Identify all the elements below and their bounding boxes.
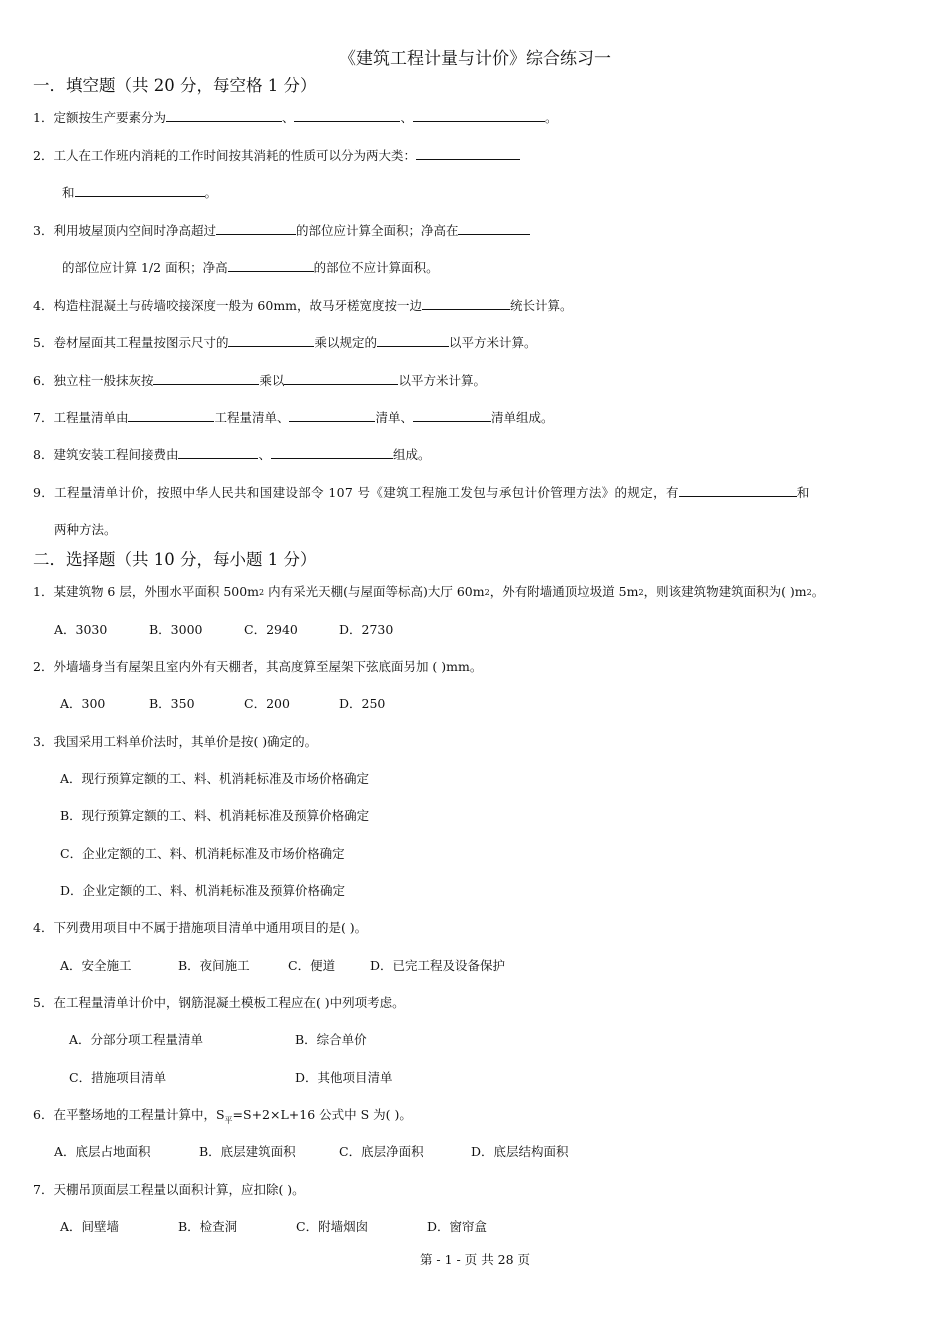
option[interactable]: D．250: [339, 696, 386, 711]
option[interactable]: D．其他项目清单: [295, 1070, 393, 1085]
blank[interactable]: [166, 109, 282, 122]
section-1-heading: 一．填空题（共 20 分，每空格 1 分）: [33, 76, 317, 95]
fill-q1: 1．定额按生产要素分为 、 、 。: [33, 110, 558, 125]
fill-q3: 3．利用坡屋顶内空间时净高超过 的部位应计算全面积；净高在: [33, 221, 530, 239]
choice-q5-stem: 5．在工程量清单计价中，钢筋混凝土模板工程应在( )中列项考虑。: [33, 995, 405, 1010]
blank[interactable]: [422, 297, 510, 310]
option[interactable]: B．3000: [149, 622, 203, 637]
option[interactable]: A．现行预算定额的工、料、机消耗标准及市场价格确定: [60, 771, 370, 786]
option[interactable]: C．便道: [288, 958, 336, 973]
choice-q1-stem: 1．某建筑物 6 层，外围水平面积 500m2 内有采光天棚(与屋面等标高)大厅 60m2，外有附墙通顶垃圾道 5m2，则该建筑物建筑面积为( )m2。: [33, 584, 825, 599]
fill-q8: 8．建筑安装工程间接费由 、 组成。: [33, 447, 431, 462]
fill-q7: 7．工程量清单由 工程量清单、 清单、 清单组成。: [33, 410, 554, 425]
option[interactable]: B．夜间施工: [178, 958, 250, 973]
blank[interactable]: [228, 259, 314, 272]
option[interactable]: A．间壁墙: [60, 1219, 120, 1234]
option[interactable]: C．企业定额的工、料、机消耗标准及市场价格确定: [60, 846, 345, 861]
choice-q5-options-row1: [69, 1030, 367, 1048]
choice-q7-options: [60, 1217, 487, 1235]
blank[interactable]: [289, 409, 375, 422]
option[interactable]: C．2940: [244, 622, 298, 637]
blank[interactable]: [679, 484, 797, 497]
option[interactable]: B．检查洞: [178, 1219, 238, 1234]
blank[interactable]: [75, 184, 205, 197]
choice-q2-stem: 2．外墙墙身当有屋架且室内外有天棚者，其高度算至屋架下弦底面另加 ( )mm。: [33, 659, 483, 674]
blank[interactable]: [413, 109, 545, 122]
option[interactable]: D．2730: [339, 622, 394, 637]
option[interactable]: A．底层占地面积: [54, 1144, 151, 1159]
fill-q6: 6．独立柱一般抹灰按 乘以 以平方米计算。: [33, 373, 486, 388]
blank[interactable]: [271, 446, 393, 459]
option[interactable]: A．3030: [54, 622, 108, 637]
fill-q5: 5．卷材屋面其工程量按图示尺寸的 乘以规定的 以平方米计算。: [33, 335, 537, 350]
document-title: 《建筑工程计量与计价》综合练习一: [339, 49, 611, 69]
blank[interactable]: [128, 409, 214, 422]
fill-q9: 9．工程量清单计价，按照中华人民共和国建设部令 107 号《建筑工程施工发包与承包计价管理方法》的规定，有 和: [33, 485, 810, 500]
blank[interactable]: [294, 109, 400, 122]
option[interactable]: B．底层建筑面积: [199, 1144, 296, 1159]
fill-q3-cont: 的部位应计算 1/2 面积；净高 的部位不应计算面积。: [62, 260, 439, 275]
option[interactable]: D．已完工程及设备保护: [370, 958, 506, 973]
choice-q1-options: [54, 620, 393, 638]
blank[interactable]: [216, 222, 296, 235]
blank[interactable]: [377, 334, 449, 347]
fill-q2: 2．工人在工作班内消耗的工作时间按其消耗的性质可以分为两大类：: [33, 146, 520, 164]
option[interactable]: A．分部分项工程量清单: [69, 1032, 204, 1047]
choice-q7-stem: 7．天棚吊顶面层工程量以面积计算，应扣除( )。: [33, 1182, 305, 1197]
blank[interactable]: [416, 147, 520, 160]
blank[interactable]: [413, 409, 491, 422]
blank[interactable]: [458, 222, 530, 235]
page-footer: 第 - 1 - 页 共 28 页: [419, 1252, 531, 1267]
choice-q2-options: [60, 694, 385, 712]
option[interactable]: B．综合单价: [295, 1032, 367, 1047]
option[interactable]: D．底层结构面积: [471, 1144, 569, 1159]
choice-q3-stem: 3．我国采用工料单价法时，其单价是按( )确定的。: [33, 734, 318, 749]
section-2-heading: 二．选择题（共 10 分，每小题 1 分）: [33, 550, 317, 569]
blank[interactable]: [284, 372, 398, 385]
option[interactable]: A．安全施工: [60, 958, 132, 973]
option[interactable]: C．附墙烟囱: [296, 1219, 369, 1234]
option[interactable]: B．现行预算定额的工、料、机消耗标准及预算价格确定: [60, 808, 370, 823]
option[interactable]: C．措施项目清单: [69, 1070, 167, 1085]
option[interactable]: D．企业定额的工、料、机消耗标准及预算价格确定: [60, 883, 346, 898]
option[interactable]: B．350: [149, 696, 195, 711]
choice-q4-options: [60, 956, 505, 974]
fill-q9-cont: 两种方法。: [54, 522, 117, 537]
blank[interactable]: [228, 334, 314, 347]
choice-q6-stem: 6．在平整场地的工程量计算中，$S_平=S+2\times L+16$ 公式中 S 为( )。: [33, 1107, 412, 1125]
option[interactable]: C．200: [244, 696, 290, 711]
fill-q4: 4．构造柱混凝土与砖墙咬接深度一般为 60mm，故马牙槎宽度按一边 统长计算。: [33, 298, 573, 313]
blank[interactable]: [153, 372, 259, 385]
choice-q6-options: [54, 1142, 569, 1160]
blank[interactable]: [178, 446, 258, 459]
option[interactable]: A．300: [60, 696, 106, 711]
option[interactable]: D．窗帘盒: [427, 1219, 488, 1234]
fill-q2-cont: 和 。: [62, 185, 218, 200]
choice-q4-stem: 4．下列费用项目中不属于措施项目清单中通用项目的是( )。: [33, 920, 368, 935]
option[interactable]: C．底层净面积: [339, 1144, 424, 1159]
choice-q5-options-row2: [69, 1068, 393, 1086]
